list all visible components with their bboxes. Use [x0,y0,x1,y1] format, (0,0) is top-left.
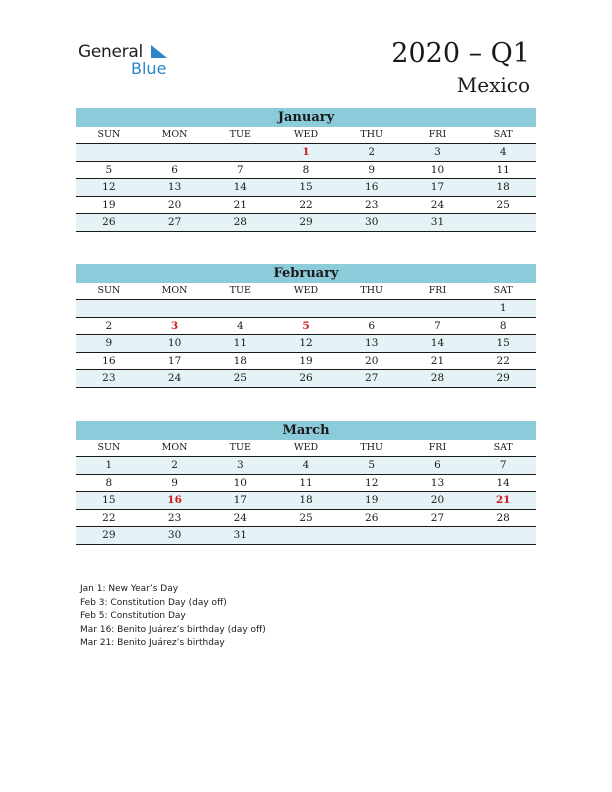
day-cell [470,527,536,544]
day-cell: 22 [496,354,510,367]
day-cell: 22 [299,198,313,211]
weekday-label: FRI [428,129,447,140]
day-cell: 4 [302,459,310,471]
day-cell: 9 [368,163,376,176]
day-cell: 13 [430,476,445,489]
day-cell [405,300,471,317]
day-cell: 17 [167,354,182,367]
weekday-label: WED [293,129,319,140]
holiday-note: Mar 21: Benito Juárez’s birthday [80,638,225,649]
weekday-label: THU [360,285,384,296]
day-cell: 10 [233,476,247,489]
holiday-note: Feb 5: Constitution Day [80,611,186,622]
week-row [76,475,536,493]
day-cell: 20 [365,354,379,367]
weekday-label: THU [360,442,384,453]
week-row [76,457,536,475]
day-cell [273,527,339,544]
day-cell: 25 [299,511,313,524]
week-row [76,527,536,545]
day-cell: 16 [365,181,379,193]
day-cell: 29 [299,216,313,228]
day-cell: 10 [167,337,182,349]
day-cell: 15 [496,337,510,349]
day-cell: 21 [430,354,445,367]
day-cell: 22 [102,511,116,524]
weekday-label: FRI [428,442,447,453]
weekday-label: THU [360,129,384,140]
day-cell: 19 [299,354,313,367]
day-cell: 5 [105,163,113,176]
day-cell: 24 [430,198,445,211]
week-row [76,492,536,510]
month-calendar [76,421,536,545]
day-cell: 2 [368,146,376,158]
day-cell [142,144,208,161]
month-calendar [76,108,536,232]
day-cell: 30 [365,216,379,228]
day-cell [339,300,405,317]
holiday-note: Jan 1: New Year’s Day [80,584,179,594]
day-cell: 27 [430,511,445,524]
day-cell: 4 [499,146,507,158]
week-row [76,353,536,371]
day-cell: 6 [434,459,441,471]
weekday-label: MON [161,442,188,453]
brand-logo [78,42,188,82]
day-cell: 6 [171,163,178,176]
country-name: Mexico [456,73,530,97]
day-cell: 3 [434,146,441,158]
day-cell: 28 [496,511,510,524]
day-cell: 17 [233,494,247,506]
logo-text-blue: Blue [131,59,167,78]
day-cell: 1 [302,146,310,158]
day-cell [142,300,208,317]
day-cell [76,300,142,317]
day-cell: 18 [299,494,313,506]
day-cell: 19 [102,198,116,211]
day-cell: 8 [105,476,113,489]
weekday-label: SUN [97,442,121,453]
day-cell: 28 [233,216,247,228]
day-cell: 28 [430,372,445,384]
day-cell: 25 [496,198,510,211]
weekday-header-row [76,440,536,457]
weekday-label: MON [161,285,188,296]
day-cell: 18 [233,354,247,367]
day-cell: 21 [495,494,511,506]
week-row [76,370,536,388]
day-cell: 17 [430,181,445,193]
day-cell: 12 [365,476,379,489]
week-row [76,300,536,318]
page-title: 2020 – Q1 [391,38,530,69]
day-cell: 29 [102,529,116,541]
week-row [76,162,536,180]
day-cell: 29 [496,372,510,384]
holiday-notes [80,583,266,651]
day-cell: 20 [167,198,182,211]
day-cell: 2 [171,459,178,471]
week-row [76,318,536,336]
weekday-label: SAT [493,442,513,453]
day-cell: 7 [236,163,244,176]
day-cell: 23 [167,511,182,524]
month-calendar [76,264,536,388]
weekday-header-row [76,127,536,144]
day-cell: 11 [496,163,510,176]
logo-triangle-icon [149,45,169,59]
day-cell: 30 [167,529,182,541]
day-cell: 23 [102,372,116,384]
weekday-label: TUE [229,129,251,140]
day-cell [273,300,339,317]
day-cell: 14 [233,181,247,193]
logo-text-general: General [78,42,143,62]
weekday-label: WED [293,442,319,453]
day-cell: 11 [233,337,247,349]
day-cell: 15 [299,181,313,193]
day-cell: 26 [102,216,116,228]
weekday-label: WED [293,285,319,296]
weekday-label: TUE [229,285,251,296]
day-cell: 2 [105,319,113,332]
day-cell: 9 [171,476,178,489]
day-cell: 27 [365,372,379,384]
day-cell: 14 [496,476,510,489]
day-cell: 26 [365,511,379,524]
day-cell: 27 [167,216,182,228]
day-cell: 11 [299,476,313,489]
day-cell: 7 [499,459,507,471]
day-cell: 13 [365,337,379,349]
day-cell: 19 [365,494,379,506]
day-cell: 9 [105,337,113,349]
day-cell: 3 [236,459,244,471]
day-cell [207,144,273,161]
week-row [76,197,536,215]
day-cell [207,300,273,317]
day-cell: 4 [236,319,244,332]
day-cell: 6 [368,319,376,332]
weekday-label: TUE [229,442,251,453]
day-cell [76,144,142,161]
day-cell: 13 [167,181,182,193]
day-cell [339,527,405,544]
weekday-header-row [76,283,536,300]
day-cell: 3 [170,319,179,332]
week-row [76,144,536,162]
day-cell: 7 [434,319,441,332]
day-cell: 24 [167,372,182,384]
weekday-label: SAT [493,285,513,296]
day-cell: 1 [499,302,507,314]
day-cell: 16 [167,494,182,506]
week-row [76,179,536,197]
weekday-label: SUN [97,285,121,296]
day-cell: 24 [233,511,247,524]
month-title: March [76,421,536,440]
day-cell: 26 [299,372,313,384]
weekday-label: FRI [428,285,447,296]
day-cell: 21 [233,198,247,211]
day-cell: 8 [499,319,507,332]
week-row [76,335,536,353]
day-cell: 10 [430,163,445,176]
day-cell: 25 [233,372,247,384]
day-cell: 31 [430,216,445,228]
week-row [76,510,536,528]
month-title: January [76,108,536,127]
day-cell: 14 [430,337,445,349]
day-cell: 18 [496,181,510,193]
day-cell [405,527,471,544]
day-cell: 20 [430,494,445,506]
day-cell: 5 [302,319,310,332]
weekday-label: MON [161,129,188,140]
day-cell: 31 [233,529,247,541]
week-row [76,214,536,232]
weekday-label: SAT [493,129,513,140]
day-cell: 16 [102,354,116,367]
day-cell: 1 [105,459,113,471]
day-cell: 12 [299,337,313,349]
day-cell: 8 [302,163,310,176]
day-cell: 5 [368,459,376,471]
holiday-note: Feb 3: Constitution Day (day off) [80,597,227,608]
weekday-label: SUN [97,129,121,140]
day-cell: 23 [365,198,379,211]
day-cell [470,214,536,231]
month-title: February [76,264,536,283]
holiday-note: Mar 16: Benito Juárez’s birthday (day off) [80,624,266,635]
day-cell: 12 [102,181,116,193]
day-cell: 15 [102,494,116,506]
